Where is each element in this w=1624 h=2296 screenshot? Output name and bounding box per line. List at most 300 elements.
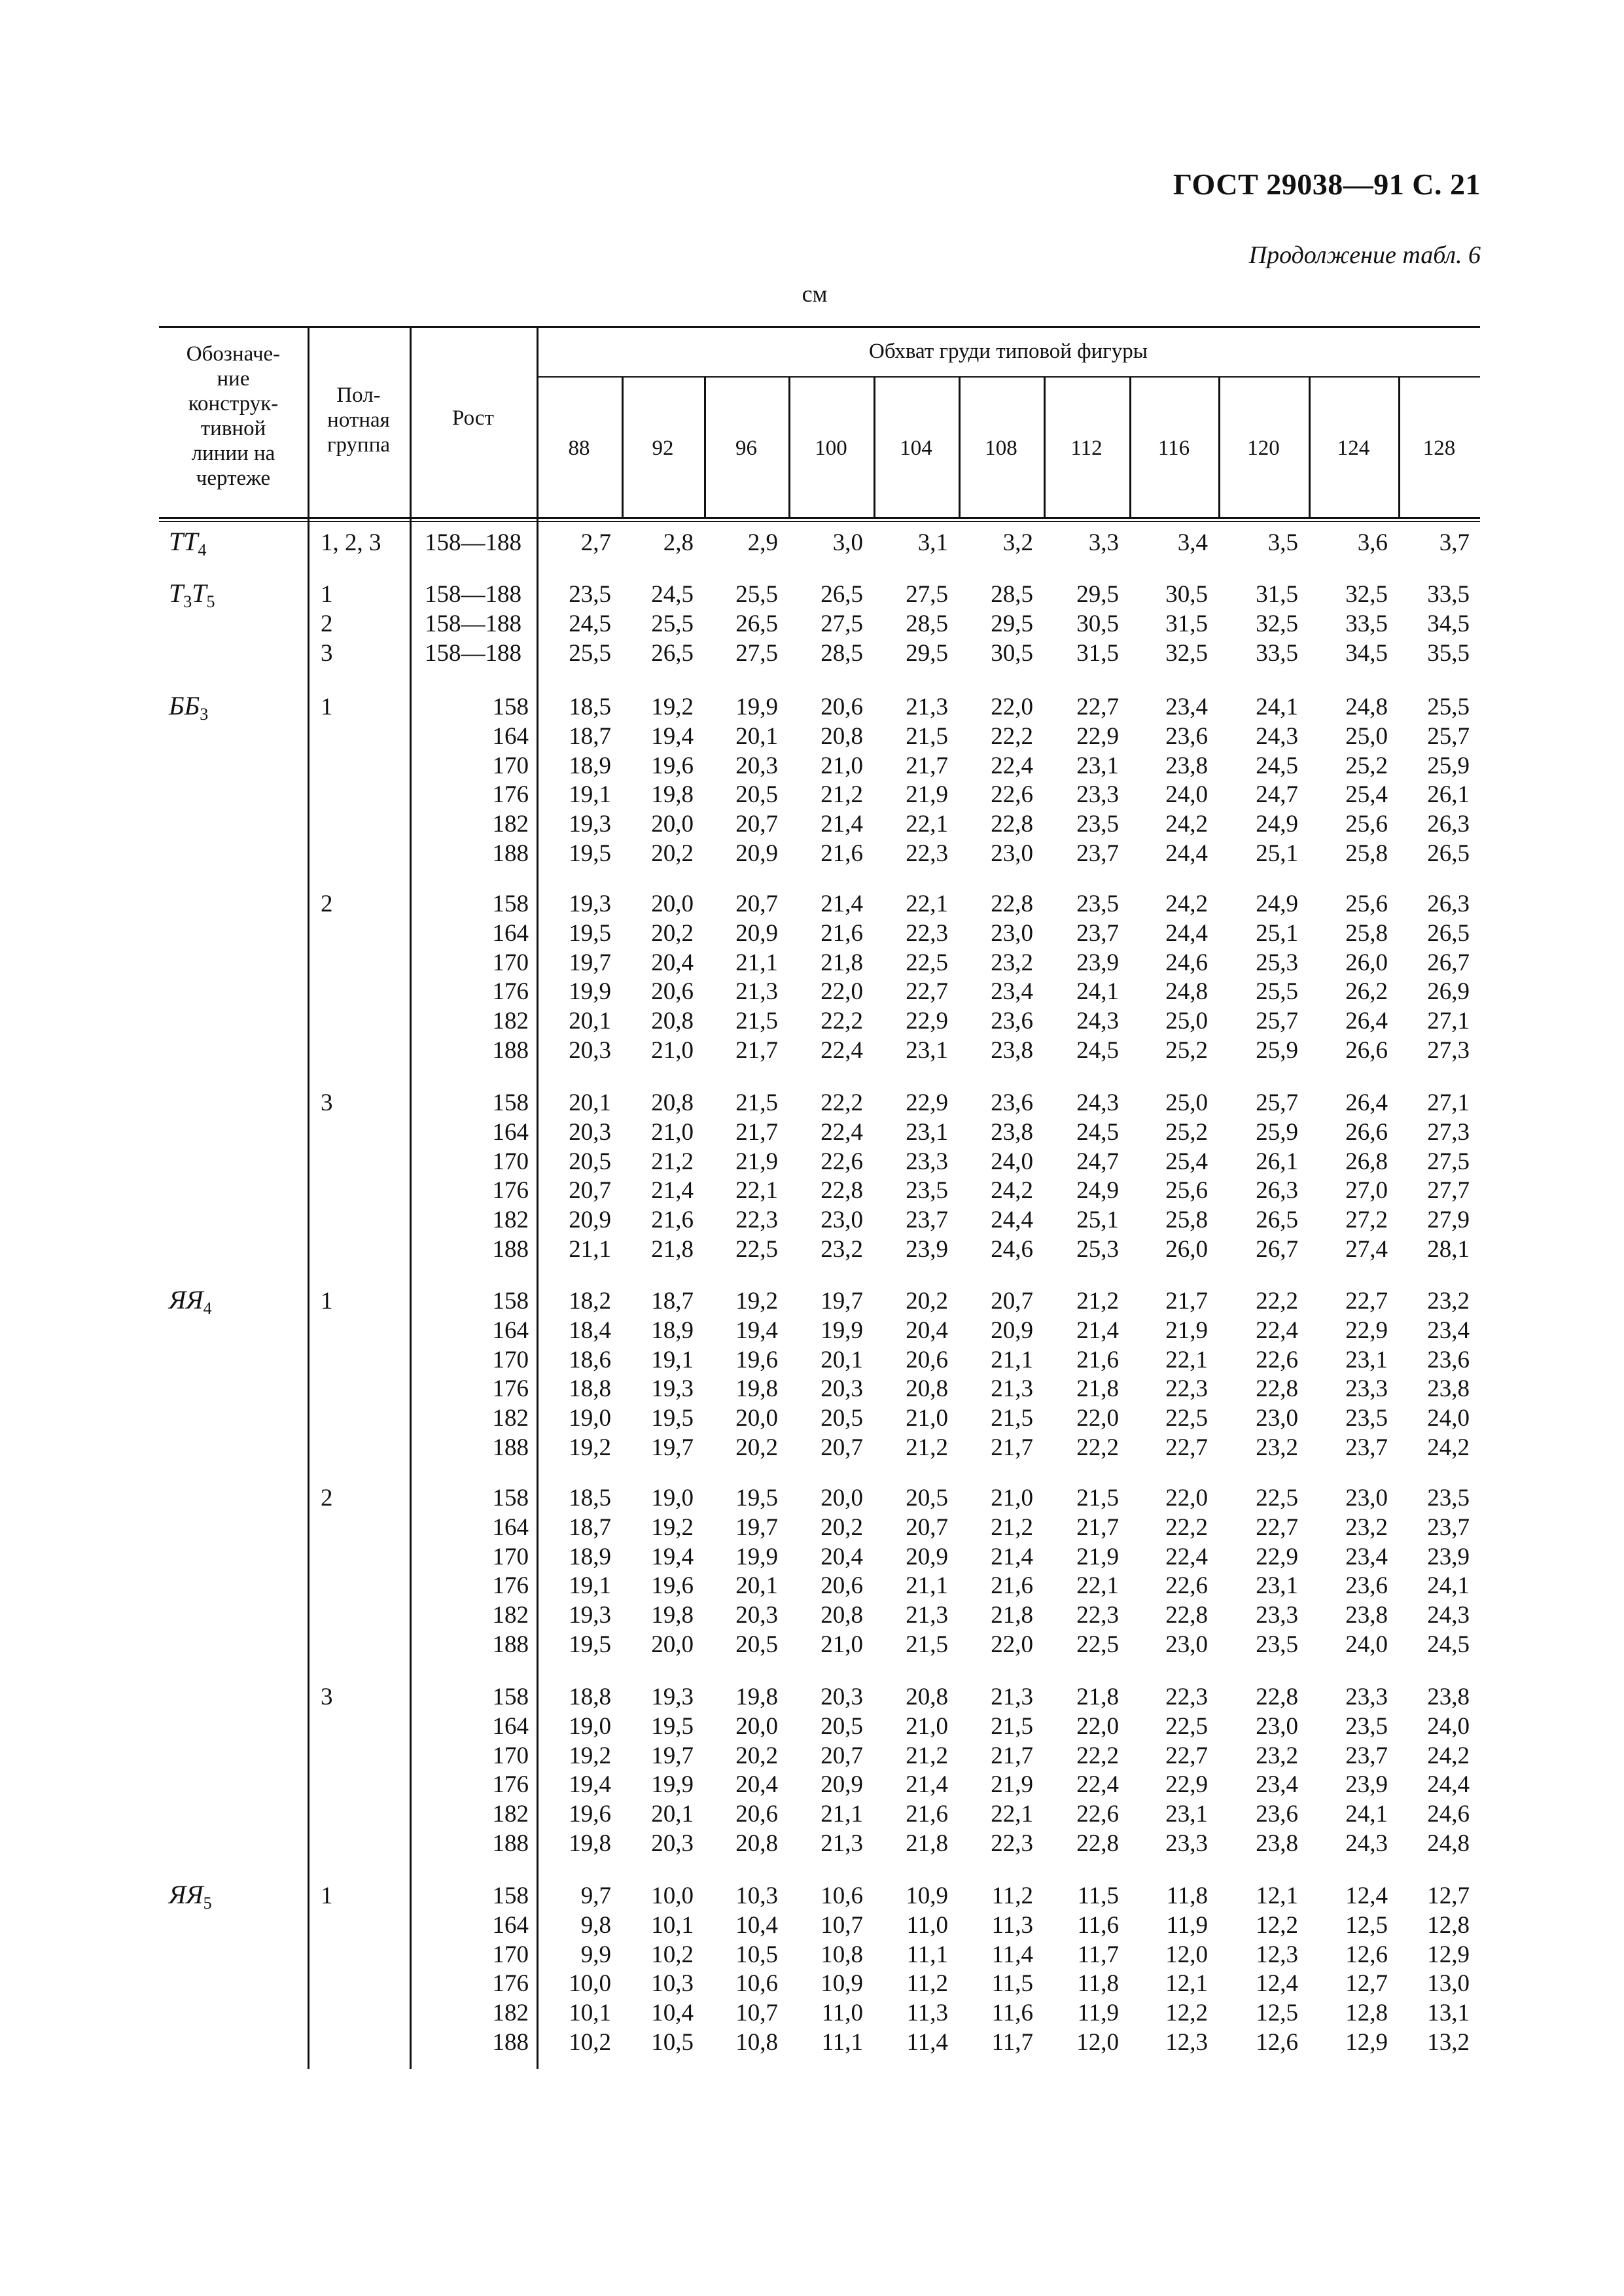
- table-cell-value: 26,0: [1165, 1236, 1208, 1263]
- table-cell-value: 27,1: [1427, 1089, 1470, 1116]
- table-cell-value: 12,3: [1165, 2029, 1208, 2056]
- table-cell-value: 20,7: [735, 891, 778, 917]
- table-cell-value: 19,7: [651, 1434, 694, 1461]
- group-value: 2: [321, 1485, 333, 1511]
- table-cell-value: 11,0: [906, 1911, 948, 1939]
- chest-size-header: 108: [985, 436, 1017, 460]
- table-cell-value: 22,2: [1076, 1742, 1119, 1769]
- table-cell-value: 19,7: [651, 1742, 694, 1769]
- table-cell-value: 24,4: [1427, 1771, 1470, 1799]
- table-cell-value: 25,6: [1345, 891, 1388, 917]
- table-cell-value: 26,1: [1256, 1148, 1298, 1175]
- table-cell-value: 26,5: [1427, 840, 1470, 867]
- table-caption: Продолжение табл. 6: [1248, 241, 1481, 269]
- table-cell-value: 24,3: [1345, 1830, 1388, 1857]
- table-cell-value: 21,2: [906, 1742, 948, 1769]
- table-cell-value: 23,6: [1345, 1572, 1388, 1600]
- designation-label: $ББ_3$: [169, 691, 209, 724]
- table-cell-value: 25,2: [1165, 1118, 1208, 1146]
- table-cell-value: 22,4: [821, 1118, 863, 1146]
- table-cell-value: 24,3: [1256, 722, 1298, 750]
- table-cell-value: 12,8: [1427, 1911, 1470, 1939]
- table-cell-value: 22,5: [906, 949, 948, 976]
- table-cell-value: 24,2: [991, 1177, 1033, 1205]
- table-cell-value: 19,7: [569, 949, 611, 976]
- table-cell-value: 22,7: [1076, 694, 1119, 720]
- table-cell-value: 10,0: [569, 1970, 611, 1998]
- table-cell-value: 21,7: [991, 1742, 1033, 1769]
- table-cell-value: 21,4: [821, 891, 863, 917]
- table-cell-value: 12,0: [1165, 1941, 1208, 1968]
- table-cell-value: 24,9: [1076, 1177, 1119, 1205]
- table-cell-value: 30,5: [1165, 581, 1208, 608]
- table-cell-value: 23,5: [906, 1177, 948, 1205]
- table-cell-value: 24,0: [1165, 781, 1208, 809]
- height-value: 158: [492, 694, 529, 720]
- height-value: 188: [492, 1830, 529, 1857]
- table-cell-value: 21,2: [906, 1434, 948, 1461]
- table-cell-value: 25,7: [1256, 1008, 1298, 1035]
- table-cell-value: 22,4: [1165, 1543, 1208, 1570]
- table-cell-value: 10,9: [906, 1882, 948, 1909]
- table-cell-value: 20,8: [735, 1830, 778, 1857]
- table-cell-value: 21,8: [821, 949, 863, 976]
- table-cell-value: 21,0: [651, 1037, 694, 1064]
- table-cell-value: 22,3: [1076, 1602, 1119, 1629]
- group-value: 1: [321, 694, 333, 720]
- table-cell-value: 19,8: [651, 781, 694, 809]
- table-cell-value: 20,1: [569, 1008, 611, 1035]
- table-cell-value: 10,8: [821, 1941, 863, 1968]
- height-value: 170: [492, 1148, 529, 1175]
- height-value: 176: [492, 781, 529, 809]
- table-cell-value: 23,3: [1165, 1830, 1208, 1857]
- height-value: 164: [492, 919, 529, 947]
- designation-label: $ЯЯ_4$: [169, 1285, 212, 1318]
- table-cell-value: 18,9: [651, 1316, 694, 1344]
- table-cell-value: 10,0: [651, 1882, 694, 1909]
- table-cell-value: 19,2: [735, 1288, 778, 1315]
- table-cell-value: 18,5: [569, 694, 611, 720]
- table-cell-value: 22,8: [1256, 1684, 1298, 1710]
- group-value: 1: [321, 1882, 333, 1909]
- table-cell-value: 23,4: [1345, 1543, 1388, 1570]
- table-cell-value: 9,7: [580, 1882, 611, 1909]
- page-header: ГОСТ 29038—91 С. 21: [1173, 168, 1481, 201]
- table-cell-value: 20,0: [735, 1405, 778, 1432]
- table-cell-value: 22,5: [1076, 1631, 1119, 1658]
- table-cell-value: 25,5: [1427, 694, 1470, 720]
- table-cell-value: 26,6: [1345, 1118, 1388, 1146]
- table-cell-value: 12,9: [1345, 2029, 1388, 2056]
- table-cell-value: 23,7: [906, 1207, 948, 1234]
- table-cell-value: 22,3: [991, 1830, 1033, 1857]
- table-cell-value: 13,1: [1427, 2000, 1470, 2027]
- table-cell-value: 20,6: [821, 694, 863, 720]
- table-cell-value: 20,6: [651, 978, 694, 1006]
- table-cell-value: 22,4: [1076, 1771, 1119, 1799]
- table-cell-value: 10,7: [821, 1911, 863, 1939]
- table-cell-value: 20,8: [651, 1008, 694, 1035]
- table-cell-value: 27,5: [821, 610, 863, 637]
- height-value: 176: [492, 1572, 529, 1600]
- table-cell-value: 20,5: [735, 781, 778, 809]
- table-cell-value: 22,2: [991, 722, 1033, 750]
- height-value: 164: [492, 1911, 529, 1939]
- table-cell-value: 22,5: [1256, 1485, 1298, 1511]
- height-value: 182: [492, 1008, 529, 1035]
- table-cell-value: 24,9: [1256, 811, 1298, 838]
- table-cell-value: 10,7: [735, 2000, 778, 2027]
- table-cell-value: 21,5: [735, 1089, 778, 1116]
- table-cell-value: 24,7: [1076, 1148, 1119, 1175]
- table-cell-value: 23,7: [1345, 1742, 1388, 1769]
- table-cell-value: 22,1: [1165, 1346, 1208, 1373]
- table-cell-value: 12,0: [1076, 2029, 1119, 2056]
- table-cell-value: 19,2: [651, 1513, 694, 1541]
- table-cell-value: 23,8: [991, 1037, 1033, 1064]
- table-cell-value: 22,4: [821, 1037, 863, 1064]
- height-value: 176: [492, 978, 529, 1006]
- table-cell-value: 22,1: [906, 891, 948, 917]
- table-cell-value: 21,8: [991, 1602, 1033, 1629]
- table-cell-value: 24,9: [1256, 891, 1298, 917]
- table-cell-value: 21,2: [1076, 1288, 1119, 1315]
- table-cell-value: 26,3: [1427, 891, 1470, 917]
- table-cell-value: 27,0: [1345, 1177, 1388, 1205]
- table-cell-value: 19,7: [735, 1513, 778, 1541]
- table-cell-value: 19,6: [651, 1572, 694, 1600]
- table-cell-value: 20,7: [991, 1288, 1033, 1315]
- table-cell-value: 26,5: [1427, 919, 1470, 947]
- table-cell-value: 27,3: [1427, 1037, 1470, 1064]
- table-cell-value: 20,5: [821, 1712, 863, 1740]
- table-cell-value: 21,5: [906, 722, 948, 750]
- table-cell-value: 23,3: [1345, 1375, 1388, 1403]
- group-value: 1 2 3: [321, 581, 333, 667]
- table-cell-value: 25,1: [1256, 840, 1298, 867]
- table-cell-value: 11,0: [821, 2000, 863, 2027]
- table-cell-value: 27,5: [735, 639, 778, 667]
- table-cell-value: 23,1: [1076, 752, 1119, 779]
- table-cell-value: 22,4: [1256, 1316, 1298, 1344]
- table-cell-value: 24,3: [1076, 1008, 1119, 1035]
- table-cell-value: 21,1: [569, 1236, 611, 1263]
- chest-size-header: 92: [652, 436, 674, 460]
- table-cell-value: 10,5: [735, 1941, 778, 1968]
- table-cell-value: 25,7: [1256, 1089, 1298, 1116]
- table-cell-value: 18,7: [569, 722, 611, 750]
- height-value: 170: [492, 752, 529, 779]
- table-cell-value: 11,9: [1077, 2000, 1119, 2027]
- table-cell-value: 19,1: [569, 781, 611, 809]
- table-cell-value: 10,9: [821, 1970, 863, 1998]
- table-cell-value: 24,1: [1256, 694, 1298, 720]
- table-cell-value: 20,1: [651, 1801, 694, 1828]
- table-cell-value: 12,2: [1256, 1911, 1298, 1939]
- table-cell-value: 21,3: [821, 1830, 863, 1857]
- table-cell-value: 23,6: [1427, 1346, 1470, 1373]
- table-cell-value: 20,0: [651, 891, 694, 917]
- table-cell-value: 23,3: [1345, 1684, 1388, 1710]
- table-cell-value: 19,1: [569, 1572, 611, 1600]
- table-cell-value: 25,3: [1076, 1236, 1119, 1263]
- chest-size-header: 128: [1422, 436, 1456, 460]
- table-cell-value: 11,7: [991, 2029, 1033, 2056]
- table-cell-value: 19,6: [735, 1346, 778, 1373]
- table-cell-value: 21,6: [651, 1207, 694, 1234]
- group-column-header: Пол- нотная группа: [327, 383, 391, 457]
- table-cell-value: 26,3: [1256, 1177, 1298, 1205]
- table-cell-value: 23,1: [906, 1118, 948, 1146]
- table-cell-value: 25,1: [1076, 1207, 1119, 1234]
- table-cell-value: 18,9: [569, 752, 611, 779]
- table-cell-value: 25,4: [1345, 781, 1388, 809]
- table-cell-value: 31,5: [1076, 639, 1119, 667]
- table-cell-value: 19,8: [651, 1602, 694, 1629]
- height-value: 158—188: [425, 581, 521, 608]
- table-cell-value: 12,5: [1256, 2000, 1298, 2027]
- table-cell-value: 20,0: [821, 1485, 863, 1511]
- height-value: 182: [492, 1602, 529, 1629]
- table-cell-value: 20,2: [735, 1742, 778, 1769]
- table-cell-value: 23,6: [991, 1089, 1033, 1116]
- table-cell-value: 21,0: [906, 1405, 948, 1432]
- table-cell-value: 20,8: [906, 1375, 948, 1403]
- table-cell-value: 20,9: [821, 1771, 863, 1799]
- table-cell-value: 12,1: [1165, 1970, 1208, 1998]
- table-cell-value: 29,5: [906, 639, 948, 667]
- table-cell-value: 23,0: [991, 919, 1033, 947]
- table-cell-value: 21,3: [906, 1602, 948, 1629]
- table-cell-value: 19,9: [735, 694, 778, 720]
- table-cell-value: 21,5: [1076, 1485, 1119, 1511]
- height-value: 182: [492, 811, 529, 838]
- height-value: 170: [492, 1543, 529, 1570]
- height-value: 176: [492, 1970, 529, 1998]
- table-cell-value: 20,9: [735, 919, 778, 947]
- table-cell-value: 23,7: [1076, 919, 1119, 947]
- table-cell-value: 24,5: [1256, 752, 1298, 779]
- table-cell-value: 24,5: [651, 581, 694, 608]
- table-cell-value: 31,5: [1256, 581, 1298, 608]
- table-cell-value: 19,4: [569, 1771, 611, 1799]
- table-cell-value: 20,6: [906, 1346, 948, 1373]
- height-value: 164: [492, 1316, 529, 1344]
- height-value: 158—188: [425, 639, 521, 667]
- table-cell-value: 21,0: [906, 1712, 948, 1740]
- table-cell-value: 19,2: [651, 694, 694, 720]
- table-cell-value: 12,7: [1345, 1970, 1388, 1998]
- table-cell-value: 19,5: [651, 1712, 694, 1740]
- table-cell-value: 20,9: [569, 1207, 611, 1234]
- height-value: 188: [492, 1631, 529, 1658]
- table-cell-value: 19,5: [569, 840, 611, 867]
- table-cell-value: 25,2: [1165, 1037, 1208, 1064]
- table-cell-value: 23,5: [1076, 811, 1119, 838]
- table-cell-value: 21,6: [1076, 1346, 1119, 1373]
- table-cell-value: 12,6: [1256, 2029, 1298, 2056]
- table-cell-value: 28,5: [991, 581, 1033, 608]
- table-cell-value: 3,3: [1088, 529, 1119, 556]
- table-cell-value: 19,5: [651, 1405, 694, 1432]
- table-cell-value: 22,1: [1076, 1572, 1119, 1600]
- table-cell-value: 33,5: [1427, 581, 1470, 608]
- table-cell-value: 22,9: [1165, 1771, 1208, 1799]
- table-cell-value: 11,2: [906, 1970, 948, 1998]
- table-cell-value: 23,5: [1345, 1405, 1388, 1432]
- table-cell-value: 27,5: [906, 581, 948, 608]
- table-cell-value: 21,2: [991, 1513, 1033, 1541]
- table-cell-value: 21,8: [651, 1236, 694, 1263]
- table-cell-value: 19,7: [821, 1288, 863, 1315]
- table-cell-value: 21,4: [1076, 1316, 1119, 1344]
- table-cell-value: 12,5: [1345, 1911, 1388, 1939]
- table-cell-value: 21,2: [821, 781, 863, 809]
- table-cell-value: 3,5: [1267, 529, 1298, 556]
- table-cell-value: 20,7: [821, 1742, 863, 1769]
- table-cell-value: 22,0: [1076, 1712, 1119, 1740]
- table-cell-value: 20,7: [821, 1434, 863, 1461]
- height-value: 158—188: [425, 610, 521, 637]
- table-cell-value: 21,0: [651, 1118, 694, 1146]
- table-cell-value: 22,2: [1165, 1513, 1208, 1541]
- table-cell-value: 3,6: [1357, 529, 1388, 556]
- height-value: 188: [492, 2029, 529, 2056]
- table-cell-value: 10,3: [651, 1970, 694, 1998]
- table-cell-value: 25,4: [1165, 1148, 1208, 1175]
- table-cell-value: 25,5: [1256, 978, 1298, 1006]
- table-cell-value: 28,1: [1427, 1236, 1470, 1263]
- table-cell-value: 11,5: [991, 1970, 1033, 1998]
- table-cell-value: 22,7: [1256, 1513, 1298, 1541]
- table-cell-value: 19,3: [569, 811, 611, 838]
- height-column-header: Рост: [452, 406, 494, 430]
- table-cell-value: 21,1: [821, 1801, 863, 1828]
- table-cell-value: 22,4: [991, 752, 1033, 779]
- table-cell-value: 25,2: [1345, 752, 1388, 779]
- table-cell-value: 25,0: [1345, 722, 1388, 750]
- height-value: 170: [492, 1742, 529, 1769]
- table-cell-value: 22,6: [991, 781, 1033, 809]
- height-value: 188: [492, 1037, 529, 1064]
- table-cell-value: 27,4: [1345, 1236, 1388, 1263]
- table-cell-value: 28,5: [821, 639, 863, 667]
- table-cell-value: 23,0: [1345, 1485, 1388, 1511]
- table-cell-value: 19,4: [651, 1543, 694, 1570]
- table-cell-value: 30,5: [1076, 610, 1119, 637]
- height-value: 188: [492, 1434, 529, 1461]
- table-cell-value: 23,5: [1345, 1712, 1388, 1740]
- height-value: 170: [492, 1941, 529, 1968]
- height-value: 158: [492, 1684, 529, 1710]
- table-cell-value: 24,6: [991, 1236, 1033, 1263]
- table-cell-value: 32,5: [1345, 581, 1388, 608]
- table-cell-value: 12,8: [1345, 2000, 1388, 2027]
- table-cell-value: 11,3: [906, 2000, 948, 2027]
- table-cell-value: 10,5: [651, 2029, 694, 2056]
- table-cell-value: 18,8: [569, 1684, 611, 1710]
- table-cell-value: 33,5: [1256, 639, 1298, 667]
- table-cell-value: 20,8: [821, 1602, 863, 1629]
- table-cell-value: 22,2: [1256, 1288, 1298, 1315]
- table-cell-value: 22,8: [1076, 1830, 1119, 1857]
- table-cell-value: 24,7: [1256, 781, 1298, 809]
- table-cell-value: 22,9: [1076, 722, 1119, 750]
- table-cell-value: 23,5: [569, 581, 611, 608]
- table-cell-value: 20,4: [651, 949, 694, 976]
- table-cell-value: 10,2: [569, 2029, 611, 2056]
- height-value: 182: [492, 1207, 529, 1234]
- table-cell-value: 22,5: [1165, 1712, 1208, 1740]
- table-cell-value: 13,0: [1427, 1970, 1470, 1998]
- table-cell-value: 22,8: [991, 811, 1033, 838]
- table-cell-value: 22,7: [1345, 1288, 1388, 1315]
- table-cell-value: 25,9: [1427, 752, 1470, 779]
- chest-size-header: 124: [1337, 436, 1370, 460]
- table-cell-value: 26,4: [1345, 1008, 1388, 1035]
- table-cell-value: 20,9: [735, 840, 778, 867]
- height-value: 170: [492, 949, 529, 976]
- table-cell-value: 21,8: [906, 1830, 948, 1857]
- table-cell-value: 22,1: [991, 1801, 1033, 1828]
- table-cell-value: 19,8: [735, 1375, 778, 1403]
- table-cell-value: 20,3: [735, 1602, 778, 1629]
- table-cell-value: 23,9: [1345, 1771, 1388, 1799]
- table-cell-value: 32,5: [1165, 639, 1208, 667]
- table-cell-value: 19,3: [569, 891, 611, 917]
- table-cell-value: 20,5: [735, 1631, 778, 1658]
- table-cell-value: 22,3: [735, 1207, 778, 1234]
- table-cell-value: 26,2: [1345, 978, 1388, 1006]
- table-cell-value: 21,3: [991, 1375, 1033, 1403]
- table-cell-value: 25,1: [1256, 919, 1298, 947]
- table-cell-value: 20,3: [821, 1684, 863, 1710]
- table-cell-value: 25,9: [1256, 1118, 1298, 1146]
- table-cell-value: 22,9: [906, 1089, 948, 1116]
- table-cell-value: 23,0: [991, 840, 1033, 867]
- table-cell-value: 23,8: [1427, 1684, 1470, 1710]
- table-cell-value: 2,9: [747, 529, 778, 556]
- table-cell-value: 12,1: [1256, 1882, 1298, 1909]
- table-cell-value: 12,3: [1256, 1941, 1298, 1968]
- table-cell-value: 20,2: [821, 1513, 863, 1541]
- column-rule: [308, 326, 309, 2069]
- table-cell-value: 10,4: [735, 1911, 778, 1939]
- height-value: 158: [492, 1882, 529, 1909]
- table-cell-value: 22,0: [991, 1631, 1033, 1658]
- table-cell-value: 24,2: [1165, 891, 1208, 917]
- table-cell-value: 20,9: [991, 1316, 1033, 1344]
- table-top-rule: [159, 326, 1480, 328]
- table-cell-value: 10,1: [651, 1911, 694, 1939]
- table-cell-value: 22,7: [1165, 1434, 1208, 1461]
- table-cell-value: 11,7: [1077, 1941, 1119, 1968]
- table-cell-value: 25,8: [1345, 919, 1388, 947]
- table-cell-value: 27,3: [1427, 1118, 1470, 1146]
- table-cell-value: 26,1: [1427, 781, 1470, 809]
- table-cell-value: 26,9: [1427, 978, 1470, 1006]
- table-cell-value: 10,3: [735, 1882, 778, 1909]
- table-cell-value: 22,5: [735, 1236, 778, 1263]
- table-cell-value: 23,6: [991, 1008, 1033, 1035]
- table-cell-value: 23,2: [1345, 1513, 1388, 1541]
- table-cell-value: 23,3: [906, 1148, 948, 1175]
- table-cell-value: 21,5: [906, 1631, 948, 1658]
- table-cell-value: 22,6: [1256, 1346, 1298, 1373]
- table-cell-value: 34,5: [1427, 610, 1470, 637]
- table-cell-value: 19,2: [569, 1742, 611, 1769]
